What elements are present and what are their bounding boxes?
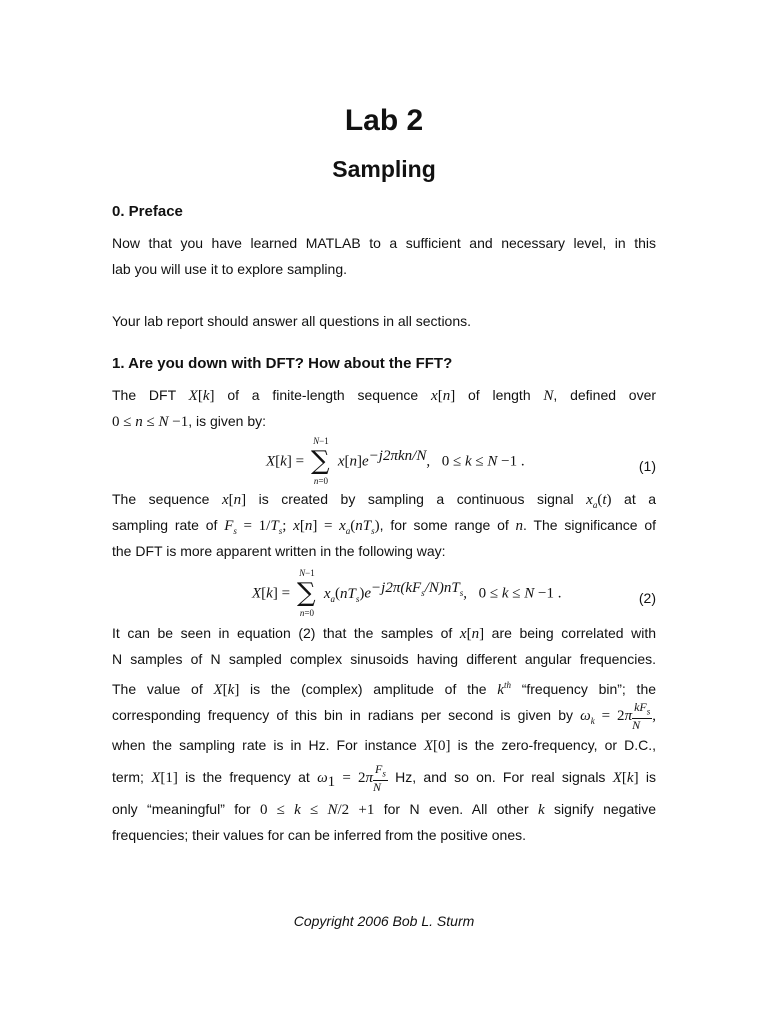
- math-range-n: 0 ≤ n ≤ N −1: [112, 414, 189, 430]
- dft-intro-line-1: The DFT X[k] of a finite-length sequence x[n] of length N, defined over: [112, 387, 657, 404]
- copyright-footer: Copyright 2006 Bob L. Sturm: [293, 913, 475, 929]
- math-N: N: [543, 388, 554, 404]
- freq-line-7: only “meaningful” for 0 ≤ k ≤ N/2 +1 for N even. All other k signify negative: [112, 801, 657, 818]
- preface-paragraph-1: [112, 230, 656, 282]
- equation-2-number: (2): [638, 590, 656, 606]
- sampling-line-1: The sequence x[n] is created by sampling a continuous signal $x_a(t)$ at a: [112, 491, 657, 510]
- freq-line-8: frequencies; their values for can be inferred from the positive ones.: [112, 827, 526, 843]
- sampling-line-3: the DFT is more apparent written in the following way:: [112, 543, 446, 559]
- page-subtitle: Sampling: [332, 156, 436, 182]
- dft-intro-paragraph: [112, 382, 656, 434]
- math-Xk: X: [188, 388, 198, 404]
- section-0-heading: 0. Preface: [112, 203, 183, 220]
- frequency-bin-paragraph: [112, 620, 656, 848]
- freq-line-3: The value of X[k] is the (complex) amplitude of the $k^{th}$ “frequency bin”; the: [112, 680, 657, 698]
- freq-line-6: term; X[1] is the frequency at $\omega_1 = 2\pi$ $\frac{F_s}{N}$ Hz, and so on. For real signals X[k] is: [112, 761, 656, 794]
- sampling-paragraph: [112, 486, 656, 564]
- preface-line-3: Your lab report should answer all questions in all sections.: [112, 313, 472, 329]
- equation-2-body: X[k] = N−1 ∑ n=0 $x_a(nT_s)e^{-j2\pi(kF_s/N)nT_s}$, 0 ≤ k ≤ N −1 .: [252, 568, 562, 618]
- equation-1: [112, 436, 656, 490]
- freq-line-1: It can be seen in equation (2) that the samples of x[n] are being correlated with: [112, 625, 657, 642]
- preface-line-2: lab you will use it to explore sampling.: [112, 261, 348, 277]
- math-xn: x: [431, 388, 438, 404]
- preface-line-1: Now that you have learned MATLAB to a sufficient and necessary level, in this: [112, 235, 656, 251]
- equation-1-number: (1): [638, 458, 656, 474]
- freq-line-4: corresponding frequency of this bin in radians per second is given by $\omega_k = 2\pi$ $\frac{kF_s}{N}$ ,: [112, 699, 656, 732]
- page-title: Lab 2: [344, 104, 424, 137]
- equation-1-body: X[k] = N−1 ∑ n=0 $x[n]e^{-j2\pi kn/N}$, 0 ≤ k ≤ N −1 .: [266, 436, 525, 486]
- sampling-line-2: sampling rate of $F_s = 1/T_s$; $x[n] = x_a(nT_s)$, for some range of n. The significance of: [112, 517, 657, 536]
- preface-paragraph-2: [112, 308, 656, 334]
- freq-line-2: N samples of N sampled complex sinusoids having different angular frequencies.: [112, 651, 656, 667]
- freq-line-5: when the sampling rate is in Hz. For instance X[0] is the zero-frequency, or D.C.,: [112, 737, 657, 754]
- dft-intro-line-2: 0 ≤ n ≤ N −1, is given by:: [112, 413, 267, 430]
- equation-2: [112, 568, 656, 622]
- section-1-heading: 1. Are you down with DFT? How about the FFT?: [112, 355, 453, 372]
